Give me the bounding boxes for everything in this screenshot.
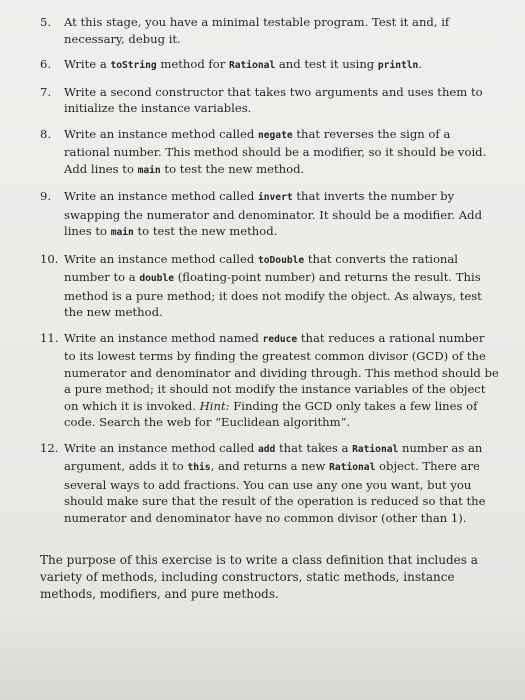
- exercise-number: 10.: [40, 251, 59, 266]
- text-run: and test it using: [275, 57, 378, 71]
- text-run: Finding the GCD only takes a few lines of code. Search the web for “Euclidean algorithm”.: [64, 398, 478, 429]
- exercise-text: [64, 189, 482, 238]
- code-token: toString: [110, 60, 157, 71]
- exercise-text: [64, 331, 499, 430]
- exercise-item-6: [40, 56, 499, 75]
- code-token: Rational: [228, 60, 276, 71]
- text-run: Write a second constructor that takes two arguments and uses them to initialize the instance variables.: [64, 84, 483, 115]
- text-run: Write an instance method called: [64, 440, 258, 455]
- code-token: Rational: [352, 443, 399, 455]
- text-run: Write an instance method called: [64, 189, 258, 203]
- code-token: double: [139, 273, 175, 284]
- text-run: object. There are several ways to add fractions. You can use any one you want, but you should make sure that the result of the operation is reduced so that the numerator and denominator have no common divisor (other than 1).: [64, 459, 486, 525]
- text-run: Write an instance method named: [64, 330, 263, 345]
- text-run: (floating-point number) and returns the result. This method is a pure method; it does not modify the object. As always, test the new method.: [64, 270, 482, 319]
- exercise-text: [64, 252, 482, 320]
- exercise-text: [64, 57, 422, 71]
- exercise-text: [64, 15, 449, 46]
- exercise-text: [64, 85, 483, 116]
- code-token: add: [257, 443, 276, 455]
- code-token: negate: [257, 129, 293, 141]
- exercise-item-11: [40, 330, 499, 431]
- text-run: to test the new method.: [133, 224, 278, 238]
- text-run: Write a: [64, 57, 111, 71]
- code-token: println: [377, 60, 419, 71]
- page-shadow: [0, 610, 525, 700]
- exercise-item-7: [40, 84, 499, 117]
- code-token: toDouble: [257, 254, 305, 266]
- exercise-item-5: [40, 14, 499, 47]
- text-run: number as an argument, adds it to: [64, 440, 483, 473]
- exercise-number: 11.: [40, 330, 59, 345]
- text-run: .: [418, 57, 423, 71]
- text-run: Write an instance method called: [64, 126, 258, 141]
- code-token: reduce: [262, 333, 298, 345]
- exercise-number: 8.: [40, 126, 52, 141]
- text-run: At this stage, you have a minimal testable program. Test it and, if necessary, debug it.: [64, 15, 450, 46]
- exercise-item-8: [40, 126, 499, 180]
- exercise-number: 7.: [40, 84, 52, 99]
- text-run: , and returns a new: [210, 459, 330, 473]
- text-run: that reduces a rational number to its lowest terms by finding the greatest common divisor (GCD) of the numerator and denominator and dividing through. This method should be a pure method; it should not modify the instance variables of the object on which it is invoked.: [64, 330, 499, 413]
- code-token: main: [110, 227, 134, 238]
- exercise-item-12: [40, 440, 499, 527]
- code-token: invert: [257, 192, 293, 203]
- text-run: that inverts the number by swapping the numerator and denominator. It should be a modifier. Add lines to: [64, 189, 482, 238]
- exercise-list: [40, 14, 499, 526]
- closing-paragraph: The purpose of this exercise is to write a class definition that includes a variety of methods, including constructors, static methods, instance methods, modifiers, and pure methods.: [40, 553, 478, 601]
- code-token: main: [137, 164, 161, 176]
- text-run: to test the new method.: [160, 161, 305, 176]
- text-run: that reverses the sign of a rational number. This method should be a modifier, so it should be void. Add lines to: [64, 126, 487, 176]
- text-run: that converts the rational number to a: [64, 251, 459, 284]
- exercise-number: 12.: [40, 440, 59, 455]
- exercise-item-10: [40, 251, 499, 321]
- text-run: Hint:: [199, 398, 230, 413]
- exercise-item-9: [40, 188, 499, 242]
- text-run: method for: [156, 57, 229, 71]
- exercise-text: [64, 127, 486, 176]
- exercise-text: [64, 441, 486, 525]
- code-token: Rational: [329, 462, 376, 473]
- exercise-number: 6.: [40, 57, 52, 71]
- code-token: this: [187, 462, 211, 473]
- exercise-number: 5.: [40, 15, 52, 29]
- text-run: Write an instance method called: [64, 251, 258, 266]
- text-run: that takes a: [275, 440, 353, 455]
- exercise-number: 9.: [40, 189, 52, 203]
